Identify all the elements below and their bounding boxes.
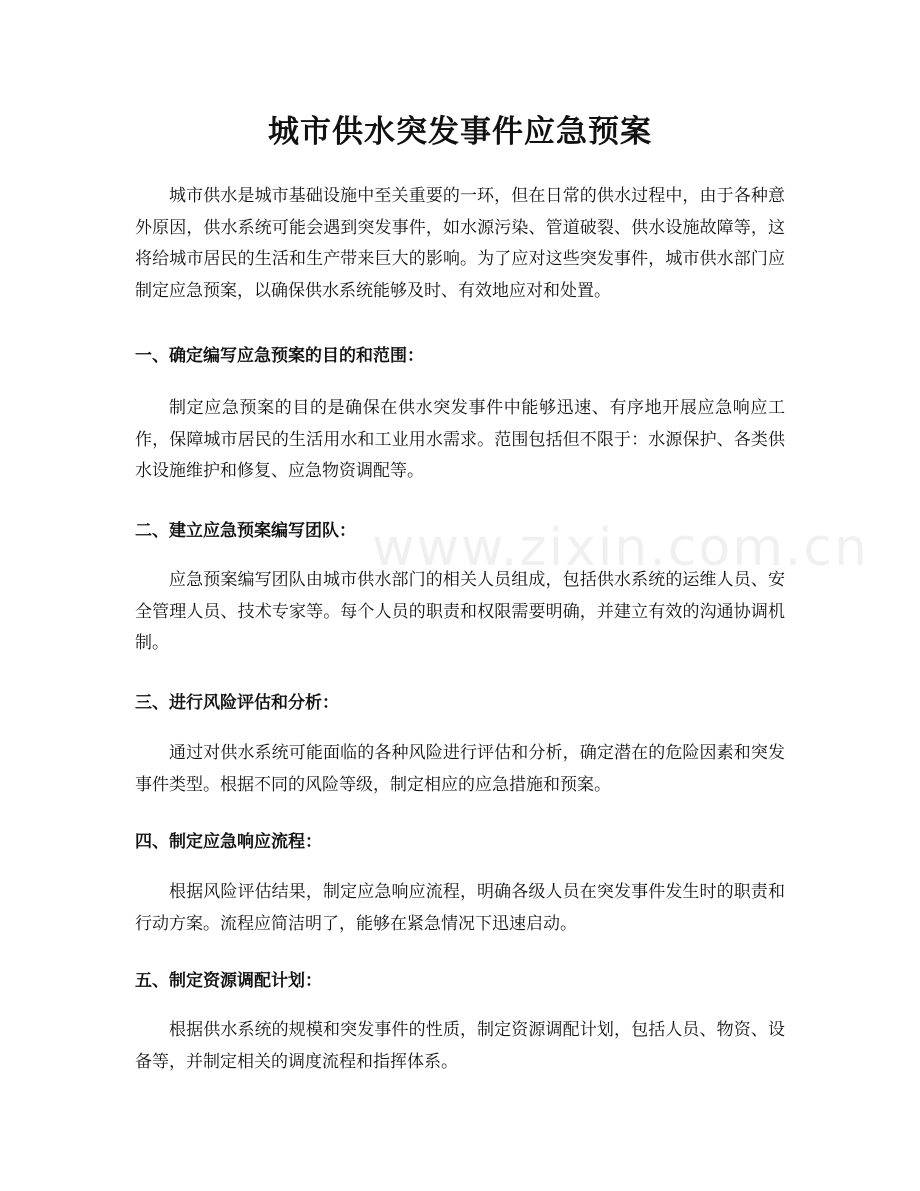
section-heading-3: 三、进行风险评估和分析： xyxy=(135,693,339,713)
watermark: www.zixin.com.cn xyxy=(372,518,869,578)
section-paragraph-5: 根据供水系统的规模和突发事件的性质，制定资源调配计划，包括人员、物资、设备等，并制定相关的调度流程和指挥体系。 xyxy=(135,1020,785,1072)
section-heading-2: 二、建立应急预案编写团队： xyxy=(135,521,356,541)
section-heading-5: 五、制定资源调配计划： xyxy=(135,971,322,991)
section-heading-1: 一、确定编写应急预案的目的和范围： xyxy=(135,346,424,366)
document-title: 城市供水突发事件应急预案 xyxy=(268,114,652,150)
section-paragraph-3: 通过对供水系统可能面临的各种风险进行评估和分析，确定潜在的危险因素和突发事件类型。根据不同的风险等级，制定相应的应急措施和预案。 xyxy=(135,743,785,795)
section-paragraph-4: 根据风险评估结果，制定应急响应流程，明确各级人员在突发事件发生时的职责和行动方案。流程应简洁明了，能够在紧急情况下迅速启动。 xyxy=(135,882,785,934)
section-heading-4: 四、制定应急响应流程： xyxy=(135,832,322,852)
section-paragraph-1: 制定应急预案的目的是确保在供水突发事件中能够迅速、有序地开展应急响应工作，保障城市居民的生活用水和工业用水需求。范围包括但不限于：水源保护、各类供水设施维护和修复、应急物资调配等。 xyxy=(135,398,785,481)
intro-paragraph: 城市供水是城市基础设施中至关重要的一环，但在日常的供水过程中，由于各种意外原因，供水系统可能会遇到突发事件，如水源污染、管道破裂、供水设施故障等，这将给城市居民的生活和生产带来巨大的影响。为了应对这些突发事件，城市供水部门应制定应急预案，以确保供水系统能够及时、有效地应对和处置。 xyxy=(135,186,785,301)
section-paragraph-2: 应急预案编写团队由城市供水部门的相关人员组成，包括供水系统的运维人员、安全管理人员、技术专家等。每个人员的职责和权限需要明确，并建立有效的沟通协调机制。 xyxy=(135,570,785,653)
